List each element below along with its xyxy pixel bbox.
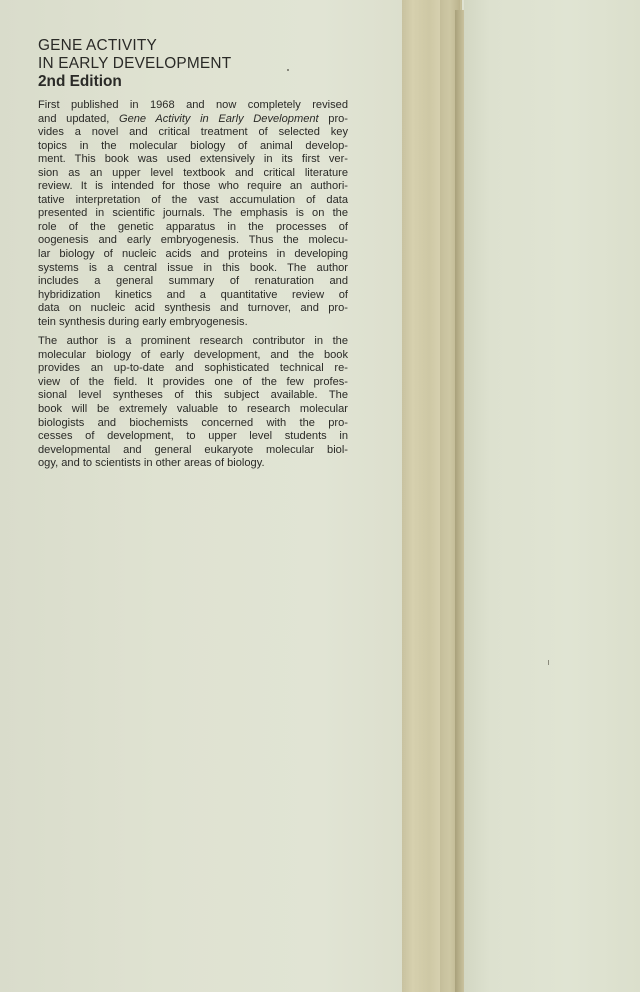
text-line: sional level syntheses of this subject available. The bbox=[38, 389, 348, 402]
text-line: developmental and general eukaryote molecular biol- bbox=[38, 443, 348, 456]
edition-label: 2nd Edition bbox=[38, 73, 122, 90]
text-line bbox=[38, 113, 348, 127]
text-line: book will be extremely valuable to research molecular bbox=[38, 403, 348, 416]
text-line: lar biology of nucleic acids and proteins in developing bbox=[38, 248, 348, 261]
text-line: review. It is intended for those who require an authori- bbox=[38, 180, 348, 193]
text-line: The author is a prominent research contributor in the bbox=[38, 335, 348, 348]
text-line: biologists and biochemists concerned with the pro- bbox=[38, 416, 348, 429]
paper-mark bbox=[548, 660, 549, 665]
description-paragraph-2 bbox=[38, 335, 348, 470]
text-line: First published in 1968 and now completely revised bbox=[38, 99, 348, 111]
text-fragment: and updated, bbox=[38, 112, 119, 125]
endpaper bbox=[464, 0, 640, 992]
book-title-italic: Gene Activity in Early Development bbox=[118, 112, 319, 125]
text-line: role of the genetic apparatus in the processes of bbox=[38, 220, 348, 233]
text-line: includes a general summary of renaturation and bbox=[38, 275, 348, 288]
text-line: systems is a central issue in this book. The author bbox=[38, 261, 348, 274]
text-line: vides a novel and critical treatment of selected key bbox=[38, 126, 348, 139]
text-line: data on nucleic acid synthesis and turnover, and pro- bbox=[38, 302, 348, 315]
text-line: oogenesis and early embryogenesis. Thus the molecu- bbox=[38, 234, 348, 247]
text-line: topics in the molecular biology of animal develop- bbox=[38, 139, 348, 152]
text-line: cesses of development, to upper level students in bbox=[38, 430, 348, 443]
text-line: tative interpretation of the vast accumulation of data bbox=[38, 193, 348, 206]
text-line: ment. This book was used extensively in its first ver- bbox=[38, 153, 348, 166]
book-title-line-2: IN EARLY DEVELOPMENT bbox=[38, 55, 232, 72]
text-line: tein synthesis during early embryogenesis. bbox=[38, 315, 248, 328]
description-paragraph-1 bbox=[38, 99, 348, 329]
text-line: hybridization kinetics and a quantitative review of bbox=[38, 288, 348, 301]
binding-edge bbox=[455, 10, 464, 992]
book-title-line-1: GENE ACTIVITY bbox=[38, 37, 157, 54]
text-line: ogy, and to scientists in other areas of biology. bbox=[38, 457, 265, 470]
text-line: presented in scientific journals. The emphasis is on the bbox=[38, 207, 348, 220]
text-line: sion as an upper level textbook and critical literature bbox=[38, 166, 348, 179]
text-fragment: pro- bbox=[318, 112, 349, 125]
flap-text-block bbox=[38, 37, 348, 477]
text-line: view of the field. It provides one of the few profes- bbox=[38, 375, 348, 388]
text-line: molecular biology of early development, and the book bbox=[38, 348, 348, 361]
text-line: provides an up-to-date and sophisticated technical re- bbox=[38, 362, 348, 375]
